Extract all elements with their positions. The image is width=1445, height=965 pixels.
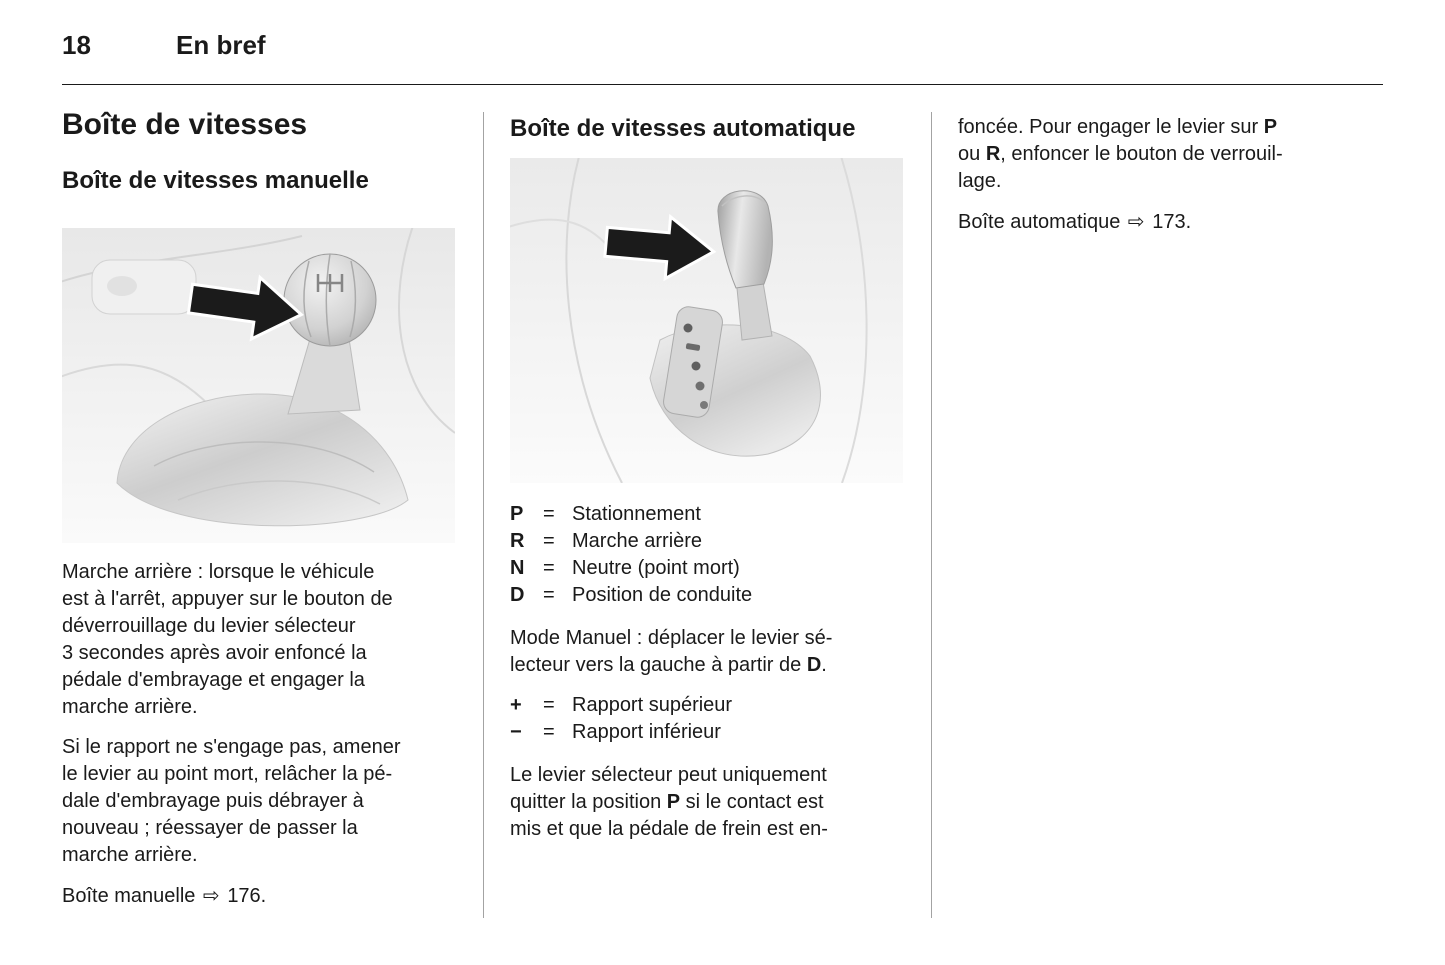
position-key: N	[510, 557, 525, 579]
position-key: P	[510, 503, 524, 525]
shift-key-row	[510, 692, 922, 719]
column-divider	[931, 112, 932, 918]
equals-sign: =	[543, 503, 555, 525]
shift-keys-list	[510, 692, 922, 746]
selector-positions-list	[510, 501, 922, 609]
heading-gearbox: Boîte de vitesses	[62, 108, 308, 141]
equals-sign: =	[543, 721, 555, 743]
header-rule	[62, 84, 1383, 85]
reference-label: Boîte automatique	[958, 211, 1121, 233]
selector-position-row	[510, 555, 922, 582]
equals-sign: =	[543, 557, 555, 579]
selector-position-row	[510, 501, 922, 528]
position-label: Stationnement	[572, 503, 701, 525]
paragraph-selector-release-continued: foncée. Pour engager le levier sur P ou R, enfoncer le bouton de verrouil- lage.	[958, 116, 1283, 192]
paragraph-manual-mode: Mode Manuel : déplacer le levier sé- lecteur vers la gauche à partir de D.	[510, 627, 833, 676]
column-manual-gearbox	[62, 108, 474, 923]
paragraph-reverse-retry: Si le rapport ne s'engage pas, amener le levier au point mort, relâcher la pé- dale d'embrayage puis débrayer à nouveau ; réessayer de passer la marche arrière.	[62, 736, 401, 866]
reference-page-number: 173.	[1152, 211, 1192, 233]
figure-automatic-selector	[510, 158, 903, 483]
page-ref-arrow-icon: ⇨	[1127, 209, 1145, 233]
reference-automatic-gearbox	[958, 208, 1386, 236]
position-label: Neutre (point mort)	[572, 557, 740, 579]
paragraph-reverse-gear: Marche arrière : lorsque le véhicule est à l'arrêt, appuyer sur le bouton de déverrouillage du levier sélecteur 3 secondes après avoir enfoncé la pédale d'embrayage et engager la marche arrière.	[62, 561, 393, 718]
column-continuation	[958, 108, 1386, 249]
paragraph-selector-release: Le levier sélecteur peut uniquement quitter la position P si le contact est mis et que la pédale de frein est en-	[510, 764, 828, 840]
section-title: En bref	[176, 30, 266, 60]
downshift-key: −	[510, 721, 522, 743]
manual-gear-lever-drawing	[62, 228, 455, 543]
upshift-key: +	[510, 694, 522, 716]
shift-key-row	[510, 719, 922, 746]
column-divider	[483, 112, 484, 918]
automatic-selector-drawing	[510, 158, 903, 483]
position-label: Marche arrière	[572, 530, 703, 552]
shift-label: Rapport supérieur	[572, 694, 733, 716]
figure-manual-gear-lever	[62, 228, 455, 543]
reference-page-number: 176.	[227, 885, 267, 907]
position-key: D	[510, 584, 525, 606]
shift-label: Rapport inférieur	[572, 721, 721, 743]
position-key: R	[510, 530, 525, 552]
reference-manual-gearbox	[62, 882, 474, 910]
reference-label: Boîte manuelle	[62, 885, 196, 907]
page-number: 18	[62, 30, 91, 60]
selector-position-row	[510, 582, 922, 609]
equals-sign: =	[543, 694, 555, 716]
column-automatic-gearbox	[510, 108, 922, 856]
equals-sign: =	[543, 530, 555, 552]
subheading-manual-gearbox: Boîte de vitesses manuelle	[62, 167, 369, 194]
equals-sign: =	[543, 584, 555, 606]
heading-automatic-gearbox: Boîte de vitesses automatique	[510, 115, 856, 142]
page-ref-arrow-icon: ⇨	[202, 883, 220, 907]
position-label: Position de conduite	[572, 584, 753, 606]
selector-position-row	[510, 528, 922, 555]
